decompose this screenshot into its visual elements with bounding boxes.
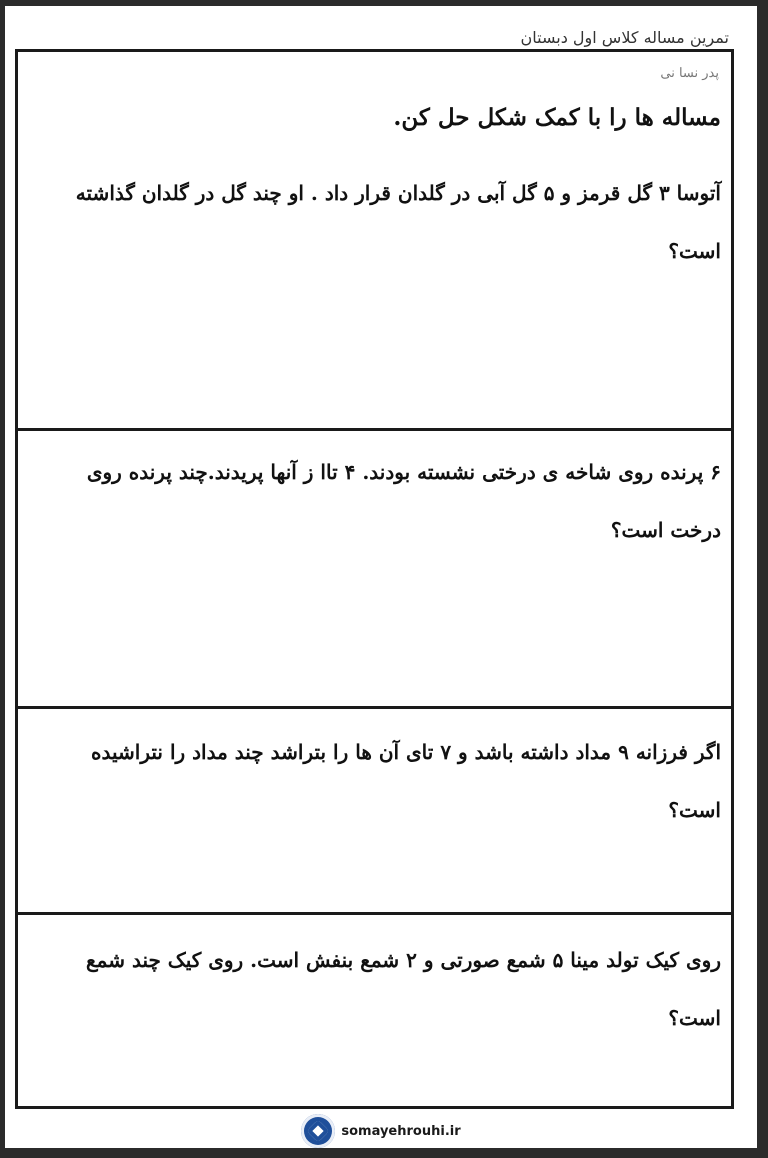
problem-text-2: ۶ پرنده روی شاخه ی درختی نشسته بودند. ۴ تاا ز آنها پریدند.چند پرنده روی درخت است؟ bbox=[86, 460, 721, 542]
worksheet-page bbox=[5, 6, 757, 1148]
site-url[interactable]: somayehrouhi.ir bbox=[341, 1123, 461, 1139]
problem-text-3: اگر فرزانه ۹ مداد داشته باشد و ۷ تای آن ها را بتراشد چند مداد را نتراشیده است؟ bbox=[91, 740, 721, 822]
instruction-text: مساله ها را با کمک شکل حل کن. bbox=[393, 104, 721, 131]
worksheet-title: تمرین مساله کلاس اول دبستان bbox=[520, 28, 729, 47]
name-line: پدر نسا نی bbox=[660, 66, 719, 81]
problem-section-1 bbox=[18, 52, 731, 431]
problem-text-1: آتوسا ۳ گل قرمز و ۵ گل آبی در گلدان قرار داد . او چند گل در گلدان گذاشته است؟ bbox=[75, 181, 721, 263]
problems-frame bbox=[15, 49, 734, 1109]
site-logo-icon bbox=[301, 1114, 335, 1148]
problem-section-4 bbox=[18, 915, 731, 1106]
problem-text-4: روی کیک تولد مینا ۵ شمع صورتی و ۲ شمع بنفش است. روی کیک چند شمع است؟ bbox=[86, 948, 721, 1030]
problem-section-2 bbox=[18, 431, 731, 709]
problem-section-3 bbox=[18, 709, 731, 915]
footer bbox=[5, 1112, 757, 1150]
